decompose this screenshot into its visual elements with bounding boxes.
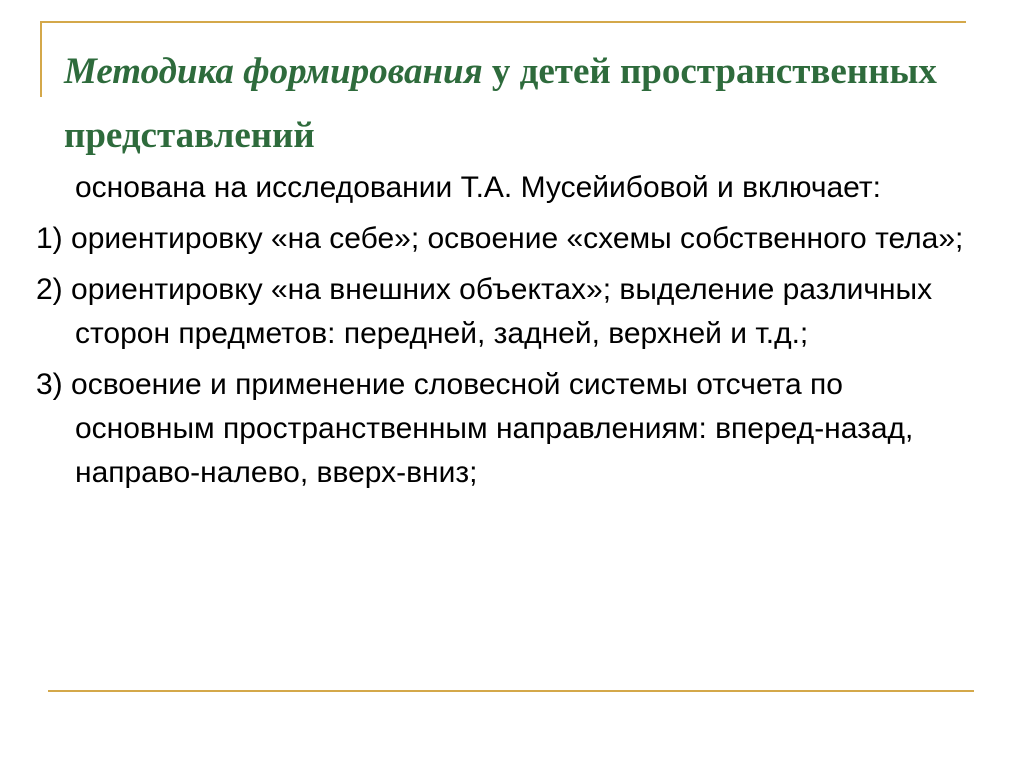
bottom-rule bbox=[48, 690, 974, 692]
list-item: 1) ориентировку «на себе»; освоение «схемы собственного тела»; bbox=[36, 222, 964, 255]
intro-paragraph: основана на исследовании Т.А. Мусейибовой и включает: bbox=[75, 171, 881, 204]
top-rule bbox=[40, 21, 966, 23]
list-item: 2) ориентировку «на внешних объектах»; выделение различных сторон предметов: передней, задней, верхней и т.д.; bbox=[36, 273, 933, 350]
left-rule bbox=[40, 21, 42, 97]
slide-title bbox=[64, 40, 964, 168]
slide-title-rest: у детей пространственных представлений bbox=[64, 51, 937, 156]
slide-title-italic-part: Методика формирования bbox=[64, 51, 483, 92]
slide-body bbox=[36, 166, 976, 502]
list-item: 3) освоение и применение словесной системы отсчета по основным пространственным направлениям: вперед-назад, направо-налево, вверх-вниз; bbox=[36, 368, 914, 489]
